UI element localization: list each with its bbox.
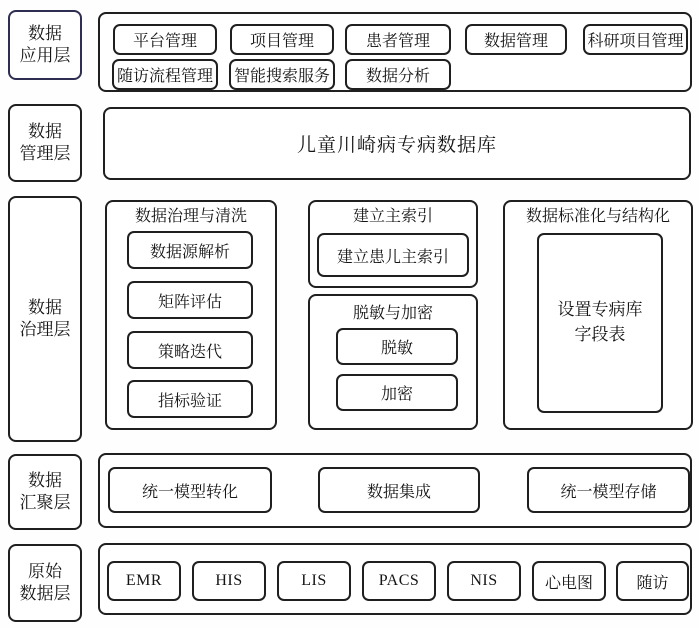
layer-label-line: 汇聚层: [19, 493, 71, 512]
step-data-integration: 数据集成: [318, 467, 480, 513]
step-desensitization: 脱敏: [336, 328, 458, 365]
step-set-disease-field-table: [537, 233, 663, 413]
group-title-standardization-structuring: 数据标准化与结构化: [525, 208, 670, 225]
step-indicator-validation: 指标验证: [127, 380, 253, 418]
module-research-project-management: 科研项目管理: [583, 24, 688, 55]
step-label-line: 字段表: [574, 325, 626, 344]
source-followup: 随访: [616, 561, 689, 601]
source-emr: EMR: [107, 561, 181, 601]
layer-label-data-management: [8, 104, 82, 182]
module-patient-management: 患者管理: [345, 24, 451, 55]
source-ecg: 心电图: [532, 561, 606, 601]
module-project-management: 项目管理: [230, 24, 334, 55]
layer-label-raw-data: [8, 544, 82, 622]
step-build-patient-master-index: 建立患儿主索引: [317, 233, 469, 277]
source-nis: NIS: [447, 561, 521, 601]
layer-label-line: 数据层: [19, 584, 71, 603]
module-intelligent-search-service: 智能搜索服务: [229, 59, 335, 90]
group-title-master-index: 建立主索引: [352, 208, 433, 225]
layer-label-data-aggregation: [8, 454, 82, 530]
group-title-data-cleaning: 数据治理与清洗: [134, 208, 247, 225]
layer-label-line: 数据: [28, 23, 62, 43]
layer-label-line: 管理层: [19, 144, 71, 163]
step-encryption: 加密: [336, 374, 458, 411]
source-his: HIS: [192, 561, 266, 601]
module-followup-workflow-management: 随访流程管理: [112, 59, 218, 90]
step-datasource-parsing: 数据源解析: [127, 231, 253, 269]
layer-label-data-application: [8, 10, 82, 80]
module-platform-management: 平台管理: [113, 24, 217, 55]
layer-label-line: 应用层: [19, 46, 71, 65]
layer-label-data-governance: [8, 196, 82, 442]
layer-label-line: 数据: [28, 297, 62, 317]
step-matrix-evaluation: 矩阵评估: [127, 281, 253, 319]
module-data-analysis: 数据分析: [345, 59, 451, 90]
source-pacs: PACS: [362, 561, 436, 601]
source-lis: LIS: [277, 561, 351, 601]
layer-label-line: 数据: [28, 121, 62, 141]
step-unified-model-transformation: 统一模型转化: [108, 467, 272, 513]
group-title-masking-encryption: 脱敏与加密: [352, 305, 433, 322]
step-unified-model-storage: 统一模型存储: [527, 467, 690, 513]
step-label-line: 设置专病库: [557, 300, 643, 320]
layer-label-line: 治理层: [19, 320, 71, 339]
layer-label-line: 原始: [28, 561, 62, 581]
layer-label-line: 数据: [28, 470, 62, 490]
kawasaki-disease-database-box: 儿童川崎病专病数据库: [103, 107, 691, 180]
step-strategy-iteration: 策略迭代: [127, 331, 253, 369]
module-data-management: 数据管理: [465, 24, 567, 55]
